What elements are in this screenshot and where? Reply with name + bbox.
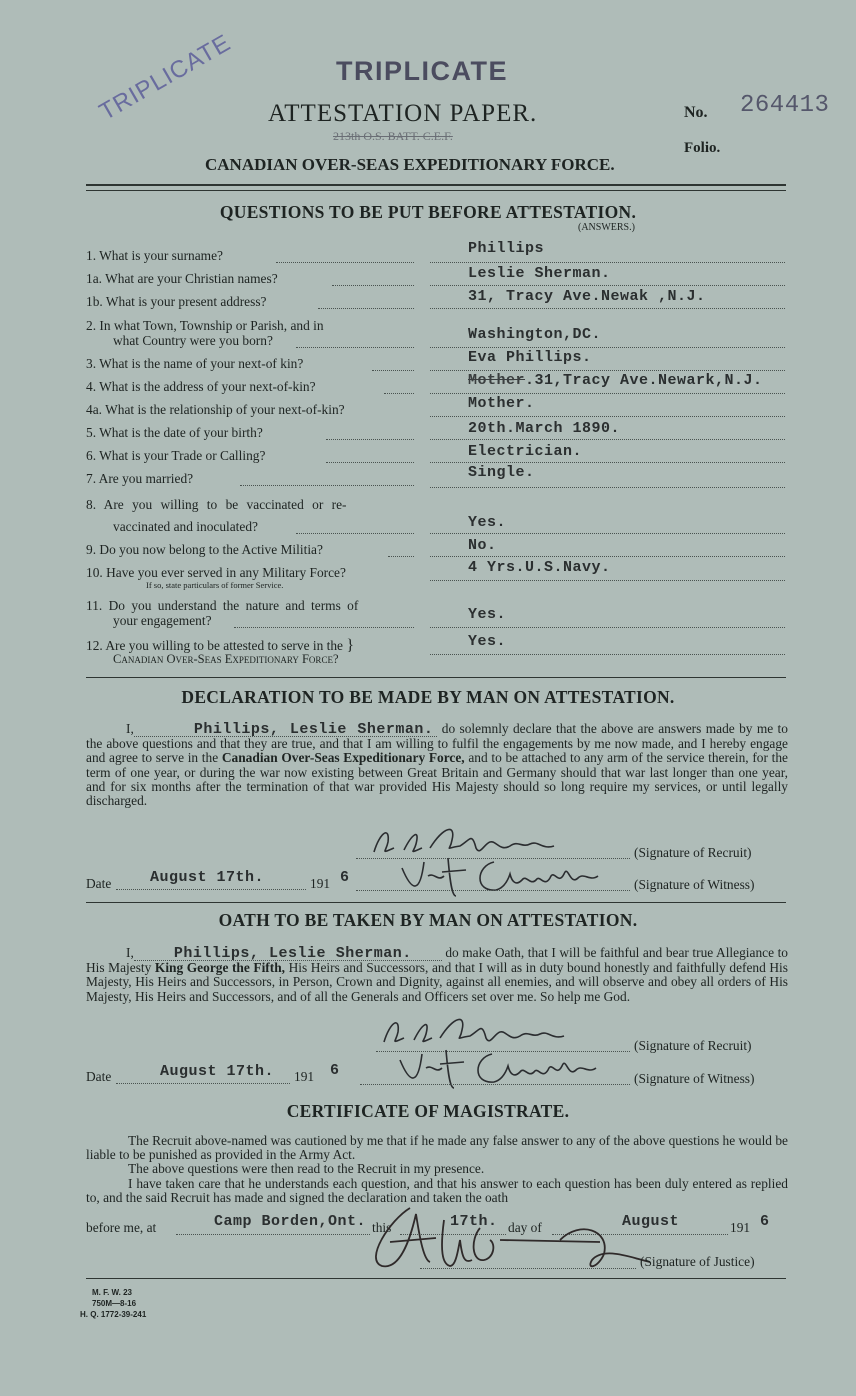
answers-label: (ANSWERS.)	[578, 222, 635, 233]
triplicate-diagonal-stamp: TRIPLICATE	[94, 29, 236, 126]
magistrate-day: 17th.	[450, 1213, 498, 1230]
footer-rule	[86, 1278, 786, 1279]
answer-1: Phillips	[468, 240, 545, 257]
answer-4-struck: Mother	[468, 372, 526, 389]
folio-label: Folio.	[684, 140, 721, 156]
question-8-line2: vaccinated and inoculated?	[113, 519, 258, 534]
question-11: 11. Do you understand the nature and terms of	[86, 598, 359, 613]
footer-form-number: M. F. W. 23	[92, 1288, 133, 1297]
declaration-witness-label: (Signature of Witness)	[634, 877, 755, 892]
answer-7: Single.	[468, 464, 535, 481]
oath-year-prefix: 191	[294, 1069, 315, 1084]
answer-4a: Mother.	[468, 395, 535, 412]
declaration-year-prefix: 191	[310, 876, 331, 891]
this-label: this	[372, 1220, 392, 1235]
question-12: 12. Are you willing to be attested to serve in the }	[86, 637, 355, 654]
magistrate-para-3: I have taken care that he understands each question, and that his answer to each question has been duly entered as replied to, and the said Recruit has made and signed the declaration and taken the oath	[86, 1176, 788, 1206]
question-1a: 1a. What are your Christian names?	[86, 271, 278, 286]
answer-12: Yes.	[468, 633, 507, 650]
questions-end-rule	[86, 677, 786, 678]
oath-year-digit: 6	[330, 1062, 340, 1079]
question-10-note: If so, state particulars of former Service.	[146, 580, 284, 590]
oath-text: I, Phillips, Leslie Sherman. do make Oath, that I will be faithful and bear true Allegiance to His Majesty King George the Fifth, His Heirs and Successors, and that I will as in duty bound honestly and faithfully defend His Majesty, His Heirs and Successors, in Person, Crown and Dignity, against all enemies, and will observe and obey all orders of His Majesty, His Heirs and Successors, and of all the Generals and Officers set over me. So help me God.	[86, 945, 788, 1004]
footer-print-run: 750M—8-16	[92, 1299, 137, 1308]
declaration-text: I, Phillips, Leslie Sherman. do solemnly declare that the above are answers made by me to the above questions and that they are true, and that I am willing to fulfil the engagements by me now made, and I hereby engage and agree to serve in the Canadian Over-Seas Expeditionary Force, and to be attached to any arm of the service therein, for the term of one year, or during the war now existing between Great Britain and Germany should that war last longer than one year, and for six months after the termination of that war provided His Majesty should so long require my services, or until legally discharged.	[86, 721, 788, 809]
day-of-label: day of	[508, 1220, 542, 1235]
justice-signature	[360, 1200, 660, 1276]
answer-3: Eva Phillips.	[468, 349, 592, 366]
oath-date: August 17th.	[160, 1063, 275, 1080]
answer-9: No.	[468, 537, 497, 554]
no-label: No.	[684, 104, 708, 121]
answer-4: Mother.31,Tracy Ave.Newark,N.J.	[468, 372, 763, 389]
answer-2: Washington,DC.	[468, 326, 602, 343]
oath-date-label: Date	[86, 1069, 112, 1084]
questions-heading: QUESTIONS TO BE PUT BEFORE ATTESTATION.	[219, 202, 637, 222]
oath-name: Phillips, Leslie Sherman.	[173, 945, 412, 962]
question-1b: 1b. What is your present address?	[86, 294, 267, 309]
justice-label: (Signature of Justice)	[640, 1254, 755, 1269]
question-4: 4. What is the address of your next-of-kin?	[86, 379, 316, 394]
magistrate-para-1: The Recruit above-named was cautioned by me that if he made any false answer to any of the above questions he would be liable to be punished as provided in the Army Act.	[86, 1133, 788, 1163]
question-7: 7. Are you married?	[86, 471, 194, 486]
declaration-end-rule	[86, 902, 786, 903]
header-rule-thin	[86, 190, 786, 191]
question-6: 6. What is your Trade or Calling?	[86, 448, 266, 463]
declaration-witness-signature	[398, 852, 608, 902]
answer-6: Electrician.	[468, 443, 583, 460]
magistrate-heading: CERTIFICATE OF MAGISTRATE.	[286, 1101, 570, 1121]
battalion-stamp: 213th O.S. BATT. C.E.F.	[333, 129, 453, 143]
magistrate-year-digit: 6	[760, 1213, 770, 1230]
oath-heading: OATH TO BE TAKEN BY MAN ON ATTESTATION.	[218, 910, 638, 930]
oath-recruit-label: (Signature of Recruit)	[634, 1038, 752, 1053]
regimental-number: 264413	[740, 92, 830, 119]
question-5: 5. What is the date of your birth?	[86, 425, 263, 440]
answer-8: Yes.	[468, 514, 507, 531]
oath-witness-signature	[396, 1044, 606, 1094]
question-11-line2: your engagement?	[113, 613, 212, 628]
answer-1a: Leslie Sherman.	[468, 265, 611, 282]
question-9: 9. Do you now belong to the Active Militia?	[86, 542, 323, 557]
answer-11: Yes.	[468, 606, 507, 623]
magistrate-para-2: The above questions were then read to the Recruit in my presence.	[128, 1161, 485, 1176]
declaration-year-digit: 6	[340, 869, 350, 886]
question-4a: 4a. What is the relationship of your next-of-kin?	[86, 402, 345, 417]
declaration-name: Phillips, Leslie Sherman.	[193, 721, 434, 738]
question-2: 2. In what Town, Township or Parish, and in	[86, 318, 324, 333]
magistrate-month: August	[622, 1213, 680, 1230]
question-8: 8. Are you willing to be vaccinated or re-	[86, 497, 347, 512]
page-title: ATTESTATION PAPER.	[268, 100, 538, 127]
force-name: CANADIAN OVER-SEAS EXPEDITIONARY FORCE.	[205, 155, 615, 174]
question-12-line2: Canadian Over-Seas Expeditionary Force?	[113, 652, 339, 666]
declaration-recruit-label: (Signature of Recruit)	[634, 845, 752, 860]
answer-10: 4 Yrs.U.S.Navy.	[468, 559, 611, 576]
declaration-date-label: Date	[86, 876, 112, 891]
before-me-label: before me, at	[86, 1220, 157, 1235]
header-rule-thick	[86, 184, 786, 186]
question-2-line2: what Country were you born?	[113, 333, 273, 348]
magistrate-place: Camp Borden,Ont.	[214, 1213, 367, 1230]
answer-1b: 31, Tracy Ave.Newak ,N.J.	[468, 288, 706, 305]
magistrate-year-prefix: 191	[730, 1220, 751, 1235]
question-1: 1. What is your surname?	[86, 248, 223, 263]
triplicate-header-stamp: TRIPLICATE	[336, 56, 508, 86]
oath-witness-label: (Signature of Witness)	[634, 1071, 755, 1086]
question-10: 10. Have you ever served in any Military Force?	[86, 565, 346, 580]
declaration-heading: DECLARATION TO BE MADE BY MAN ON ATTESTATION.	[181, 687, 675, 707]
declaration-date: August 17th.	[150, 869, 265, 886]
footer-hq-ref: H. Q. 1772-39-241	[80, 1310, 147, 1319]
question-3: 3. What is the name of your next-of kin?	[86, 356, 304, 371]
answer-5: 20th.March 1890.	[468, 420, 621, 437]
